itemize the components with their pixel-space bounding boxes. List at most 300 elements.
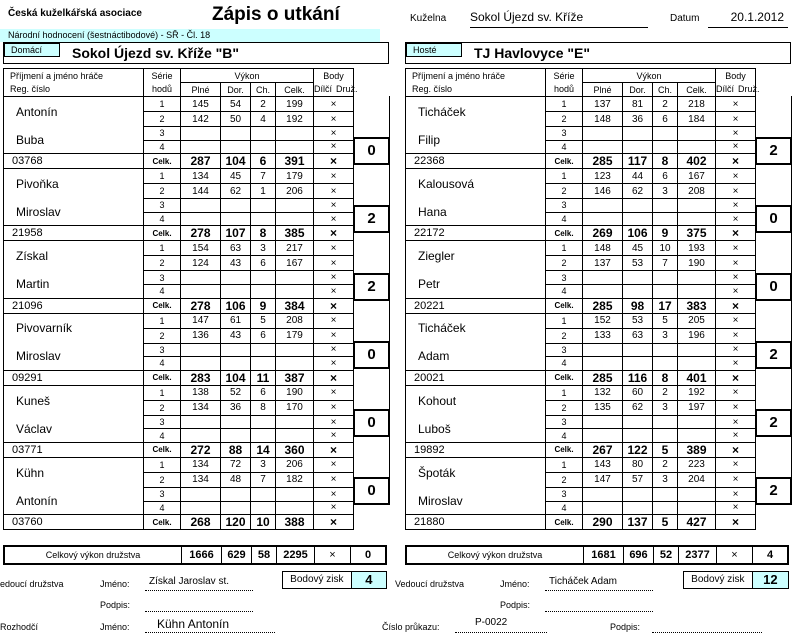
cell-clear[interactable]: 63 bbox=[221, 241, 251, 256]
cell-total[interactable]: 208 bbox=[276, 313, 314, 328]
series-number: 2 bbox=[546, 256, 583, 271]
cell-full[interactable]: 124 bbox=[181, 256, 221, 271]
partial-points-x: × bbox=[314, 112, 354, 127]
cell-misses[interactable]: 1 bbox=[251, 184, 276, 199]
player-last-name: Pivovarník bbox=[4, 313, 144, 343]
cell-total[interactable]: 182 bbox=[276, 472, 314, 487]
cell-total[interactable] bbox=[276, 127, 314, 141]
cell-misses[interactable] bbox=[653, 271, 678, 285]
cell-misses[interactable]: 6 bbox=[251, 256, 276, 271]
away-player-points-box: 2 bbox=[755, 137, 792, 165]
referee-signature-field[interactable] bbox=[652, 617, 762, 633]
cell-clear[interactable] bbox=[623, 415, 653, 429]
home-player-points-box: 2 bbox=[353, 273, 390, 301]
col-header-points: Body bbox=[314, 69, 354, 83]
cell-clear[interactable]: 57 bbox=[623, 472, 653, 487]
series-number: 4 bbox=[144, 212, 181, 226]
cell-full[interactable]: 133 bbox=[583, 328, 623, 343]
cell-full[interactable] bbox=[181, 127, 221, 141]
cell-misses[interactable]: 7 bbox=[251, 169, 276, 184]
cell-misses[interactable]: 6 bbox=[653, 112, 678, 127]
cell-total: 427 bbox=[678, 515, 716, 530]
cell-total[interactable] bbox=[678, 140, 716, 154]
cell-misses[interactable]: 3 bbox=[251, 241, 276, 256]
cell-clear[interactable] bbox=[221, 415, 251, 429]
cell-clear[interactable] bbox=[221, 487, 251, 501]
cell-misses[interactable] bbox=[251, 357, 276, 371]
cell-clear[interactable] bbox=[221, 212, 251, 226]
cell-misses[interactable] bbox=[653, 140, 678, 154]
player-reg-number: 21880 bbox=[406, 515, 546, 530]
col-header-series2: hodů bbox=[546, 83, 583, 97]
partial-points-x: × bbox=[716, 429, 756, 443]
series-number: 1 bbox=[144, 169, 181, 184]
col-header-name: Příjmení a jméno hráče bbox=[4, 69, 144, 83]
partial-points-x: × bbox=[716, 298, 756, 313]
cell-misses[interactable] bbox=[251, 501, 276, 515]
away-score-value: 12 bbox=[753, 572, 788, 588]
cell-misses[interactable] bbox=[653, 415, 678, 429]
partial-points-x: × bbox=[716, 226, 756, 241]
cell-full[interactable] bbox=[181, 140, 221, 154]
cell-total[interactable] bbox=[276, 140, 314, 154]
cell-total[interactable] bbox=[678, 487, 716, 501]
player-last-name: Kühn bbox=[4, 457, 144, 487]
venue-field[interactable]: Sokol Újezd sv. Kříže bbox=[470, 10, 648, 28]
partial-points-x: × bbox=[314, 271, 354, 285]
away-signature-field[interactable] bbox=[545, 597, 653, 612]
cell-clear[interactable]: 60 bbox=[623, 385, 653, 400]
series-number: 2 bbox=[144, 184, 181, 199]
series-number: 2 bbox=[546, 400, 583, 415]
cell-clear: 106 bbox=[623, 226, 653, 241]
cell-full[interactable]: 134 bbox=[181, 472, 221, 487]
cell-full: 283 bbox=[181, 370, 221, 385]
player-first-name: Luboš bbox=[406, 415, 546, 442]
home-player-points-box: 0 bbox=[353, 409, 390, 437]
cell-full[interactable]: 152 bbox=[583, 313, 623, 328]
cell-misses[interactable] bbox=[653, 199, 678, 213]
cell-clear[interactable]: 50 bbox=[221, 112, 251, 127]
series-number: 4 bbox=[144, 284, 181, 298]
cell-total[interactable]: 184 bbox=[678, 112, 716, 127]
referee-name-field[interactable]: Kühn Antonín bbox=[145, 617, 275, 633]
away-player-points-box: 2 bbox=[755, 409, 792, 437]
partial-points-x: × bbox=[716, 472, 756, 487]
cell-total[interactable] bbox=[276, 429, 314, 443]
cell-full: 285 bbox=[583, 154, 623, 169]
cell-total[interactable] bbox=[276, 415, 314, 429]
series-number: 4 bbox=[546, 501, 583, 515]
cell-misses[interactable] bbox=[251, 487, 276, 501]
cell-clear[interactable] bbox=[221, 271, 251, 285]
cell-full[interactable]: 147 bbox=[181, 313, 221, 328]
cell-misses[interactable] bbox=[653, 501, 678, 515]
cell-clear[interactable]: 62 bbox=[623, 184, 653, 199]
series-number: 4 bbox=[546, 284, 583, 298]
cell-total[interactable] bbox=[678, 357, 716, 371]
cell-total[interactable]: 179 bbox=[276, 328, 314, 343]
cell-clear[interactable]: 43 bbox=[221, 256, 251, 271]
cell-total[interactable]: 205 bbox=[678, 313, 716, 328]
cell-total[interactable]: 167 bbox=[276, 256, 314, 271]
cell-full[interactable] bbox=[583, 343, 623, 357]
cell-misses[interactable] bbox=[251, 212, 276, 226]
partial-points-x: × bbox=[314, 385, 354, 400]
cell-misses[interactable] bbox=[653, 429, 678, 443]
cell-total[interactable] bbox=[276, 212, 314, 226]
cell-clear[interactable]: 36 bbox=[623, 112, 653, 127]
cell-misses[interactable]: 2 bbox=[251, 97, 276, 112]
cell-total[interactable]: 192 bbox=[678, 385, 716, 400]
cell-misses[interactable] bbox=[653, 127, 678, 141]
cell-clear[interactable]: 44 bbox=[623, 169, 653, 184]
cell-clear[interactable] bbox=[221, 199, 251, 213]
partial-points-x: × bbox=[716, 457, 756, 472]
cell-total[interactable]: 190 bbox=[276, 385, 314, 400]
cell-clear[interactable]: 53 bbox=[623, 256, 653, 271]
cell-full[interactable]: 142 bbox=[181, 112, 221, 127]
cell-misses[interactable] bbox=[653, 357, 678, 371]
cell-total[interactable] bbox=[276, 487, 314, 501]
cell-total[interactable] bbox=[276, 357, 314, 371]
cell-clear[interactable]: 63 bbox=[623, 328, 653, 343]
cell-clear[interactable]: 61 bbox=[221, 313, 251, 328]
cell-total: 383 bbox=[678, 298, 716, 313]
home-leader-name-field[interactable]: Získal Jaroslav st. bbox=[145, 576, 253, 591]
cell-total[interactable] bbox=[678, 429, 716, 443]
cell-misses[interactable] bbox=[251, 343, 276, 357]
cell-clear[interactable] bbox=[623, 429, 653, 443]
cell-misses[interactable] bbox=[251, 284, 276, 298]
cell-clear[interactable] bbox=[623, 271, 653, 285]
series-number: 1 bbox=[546, 385, 583, 400]
cell-clear[interactable] bbox=[623, 501, 653, 515]
cell-misses[interactable]: 2 bbox=[653, 97, 678, 112]
cell-full[interactable] bbox=[583, 487, 623, 501]
cell-total[interactable] bbox=[276, 501, 314, 515]
cell-total[interactable]: 218 bbox=[678, 97, 716, 112]
series-number: 3 bbox=[546, 199, 583, 213]
col-header-reg: Reg. číslo bbox=[406, 83, 546, 97]
player-reg-number: 20221 bbox=[406, 298, 546, 313]
cell-clear[interactable] bbox=[221, 357, 251, 371]
cell-misses[interactable]: 10 bbox=[653, 241, 678, 256]
cell-misses[interactable] bbox=[251, 140, 276, 154]
player-reg-number: 03771 bbox=[4, 442, 144, 457]
player-reg-number: 03768 bbox=[4, 154, 144, 169]
partial-points-x: × bbox=[314, 184, 354, 199]
cell-clear[interactable]: 81 bbox=[623, 97, 653, 112]
cell-full: 285 bbox=[583, 298, 623, 313]
cell-full[interactable] bbox=[181, 357, 221, 371]
cell-full[interactable]: 144 bbox=[181, 184, 221, 199]
cell-full[interactable] bbox=[181, 501, 221, 515]
partial-points-x: × bbox=[716, 112, 756, 127]
cell-full[interactable]: 136 bbox=[181, 328, 221, 343]
cell-total[interactable]: 199 bbox=[276, 97, 314, 112]
cell-total: 384 bbox=[276, 298, 314, 313]
series-number: 2 bbox=[546, 184, 583, 199]
away-total-label: Celkový výkon družstva bbox=[407, 547, 584, 563]
cell-clear[interactable]: 53 bbox=[623, 313, 653, 328]
cell-misses[interactable]: 8 bbox=[251, 400, 276, 415]
col-header-performance: Výkon bbox=[583, 69, 716, 83]
cell-total[interactable]: 204 bbox=[678, 472, 716, 487]
cell-misses[interactable]: 3 bbox=[251, 457, 276, 472]
cell-full[interactable]: 137 bbox=[583, 256, 623, 271]
cell-full[interactable]: 137 bbox=[583, 97, 623, 112]
partial-points-x: × bbox=[314, 256, 354, 271]
cell-misses[interactable]: 6 bbox=[251, 385, 276, 400]
partial-points-x: × bbox=[716, 256, 756, 271]
cell-clear: 104 bbox=[221, 370, 251, 385]
cell-misses[interactable]: 7 bbox=[653, 256, 678, 271]
partial-points-x: × bbox=[314, 429, 354, 443]
cell-misses[interactable] bbox=[251, 271, 276, 285]
cell-total[interactable]: 179 bbox=[276, 169, 314, 184]
away-score-box bbox=[683, 571, 789, 589]
cell-misses[interactable]: 2 bbox=[653, 457, 678, 472]
cell-misses[interactable]: 3 bbox=[653, 184, 678, 199]
cell-full[interactable] bbox=[583, 140, 623, 154]
cell-total[interactable] bbox=[276, 271, 314, 285]
series-number: 3 bbox=[144, 343, 181, 357]
col-header-reg: Reg. číslo bbox=[4, 83, 144, 97]
cell-full[interactable] bbox=[181, 199, 221, 213]
col-header-full: Plné bbox=[181, 83, 221, 97]
cell-full[interactable]: 134 bbox=[181, 457, 221, 472]
series-number: 4 bbox=[144, 357, 181, 371]
cell-full[interactable] bbox=[583, 199, 623, 213]
away-total-sum: 2377 bbox=[679, 547, 717, 563]
cell-total[interactable]: 170 bbox=[276, 400, 314, 415]
cell-full[interactable]: 123 bbox=[583, 169, 623, 184]
col-header-series: Série bbox=[144, 69, 181, 83]
cell-misses[interactable]: 3 bbox=[653, 400, 678, 415]
cell-full[interactable]: 132 bbox=[583, 385, 623, 400]
cell-clear[interactable] bbox=[221, 140, 251, 154]
cell-full[interactable]: 135 bbox=[583, 400, 623, 415]
cell-clear[interactable] bbox=[623, 284, 653, 298]
series-number: 3 bbox=[546, 415, 583, 429]
cell-misses[interactable]: 2 bbox=[653, 385, 678, 400]
player-last-name: Ticháček bbox=[406, 313, 546, 343]
cell-total[interactable] bbox=[678, 127, 716, 141]
cell-full[interactable] bbox=[181, 271, 221, 285]
home-signature-field[interactable] bbox=[145, 597, 253, 612]
cell-total[interactable] bbox=[678, 212, 716, 226]
cell-misses: 11 bbox=[251, 370, 276, 385]
cell-misses[interactable]: 6 bbox=[251, 328, 276, 343]
cell-total[interactable]: 223 bbox=[678, 457, 716, 472]
cell-clear[interactable]: 62 bbox=[221, 184, 251, 199]
cell-full: 287 bbox=[181, 154, 221, 169]
cell-misses[interactable] bbox=[251, 127, 276, 141]
cell-clear[interactable] bbox=[221, 284, 251, 298]
cell-clear[interactable] bbox=[221, 501, 251, 515]
partial-points-x: × bbox=[716, 487, 756, 501]
cell-full[interactable]: 134 bbox=[181, 400, 221, 415]
cell-misses[interactable] bbox=[251, 429, 276, 443]
cell-total[interactable]: 192 bbox=[276, 112, 314, 127]
col-header-points-split bbox=[716, 83, 760, 97]
cell-clear[interactable]: 45 bbox=[623, 241, 653, 256]
cell-full[interactable]: 143 bbox=[583, 457, 623, 472]
cell-misses[interactable] bbox=[653, 284, 678, 298]
cell-clear[interactable]: 62 bbox=[623, 400, 653, 415]
cell-total[interactable] bbox=[678, 501, 716, 515]
cell-misses[interactable]: 7 bbox=[251, 472, 276, 487]
cell-total[interactable]: 206 bbox=[276, 457, 314, 472]
series-number: 4 bbox=[144, 429, 181, 443]
cell-full[interactable]: 148 bbox=[583, 112, 623, 127]
cell-total[interactable]: 196 bbox=[678, 328, 716, 343]
cell-full[interactable] bbox=[583, 271, 623, 285]
series-number: 1 bbox=[144, 241, 181, 256]
cell-misses[interactable] bbox=[251, 199, 276, 213]
cell-clear[interactable] bbox=[221, 429, 251, 443]
cell-total[interactable] bbox=[678, 415, 716, 429]
series-total-label: Celk. bbox=[144, 370, 181, 385]
cell-full[interactable] bbox=[583, 429, 623, 443]
cell-clear: 137 bbox=[623, 515, 653, 530]
referee-card-field[interactable]: P-0022 bbox=[455, 617, 547, 633]
cell-full[interactable] bbox=[583, 415, 623, 429]
points-column-spacer bbox=[755, 96, 792, 137]
cell-total[interactable]: 217 bbox=[276, 241, 314, 256]
player-first-name: Miroslav bbox=[4, 343, 144, 370]
cell-clear[interactable]: 80 bbox=[623, 457, 653, 472]
cell-clear[interactable] bbox=[623, 357, 653, 371]
cell-full[interactable] bbox=[181, 415, 221, 429]
cell-full[interactable] bbox=[181, 212, 221, 226]
series-number: 3 bbox=[546, 127, 583, 141]
cell-full[interactable] bbox=[181, 284, 221, 298]
series-number: 2 bbox=[144, 400, 181, 415]
cell-clear: 122 bbox=[623, 442, 653, 457]
cell-total[interactable]: 206 bbox=[276, 184, 314, 199]
cell-misses[interactable] bbox=[653, 212, 678, 226]
cell-total[interactable]: 208 bbox=[678, 184, 716, 199]
cell-full[interactable]: 148 bbox=[583, 241, 623, 256]
cell-clear[interactable] bbox=[623, 127, 653, 141]
home-total-clear: 629 bbox=[222, 547, 252, 563]
cell-misses[interactable] bbox=[653, 487, 678, 501]
cell-clear: 120 bbox=[221, 515, 251, 530]
cell-total[interactable] bbox=[276, 284, 314, 298]
cell-clear[interactable]: 45 bbox=[221, 169, 251, 184]
col-header-points: Body bbox=[716, 69, 756, 83]
series-number: 1 bbox=[546, 241, 583, 256]
cell-full[interactable]: 145 bbox=[181, 97, 221, 112]
date-field[interactable]: 20.1.2012 bbox=[708, 10, 788, 28]
series-total-label: Celk. bbox=[546, 154, 583, 169]
cell-misses[interactable]: 3 bbox=[653, 328, 678, 343]
cell-total[interactable] bbox=[276, 343, 314, 357]
away-team-total bbox=[405, 545, 789, 565]
cell-clear[interactable]: 36 bbox=[221, 400, 251, 415]
cell-misses: 14 bbox=[251, 442, 276, 457]
series-number: 3 bbox=[546, 487, 583, 501]
cell-total[interactable] bbox=[678, 271, 716, 285]
cell-misses[interactable]: 6 bbox=[653, 169, 678, 184]
partial-points-x: × bbox=[716, 184, 756, 199]
referee-name-label: Jméno: bbox=[100, 622, 130, 632]
cell-clear[interactable]: 72 bbox=[221, 457, 251, 472]
cell-total[interactable]: 167 bbox=[678, 169, 716, 184]
cell-clear[interactable]: 48 bbox=[221, 472, 251, 487]
cell-misses[interactable]: 3 bbox=[653, 472, 678, 487]
cell-misses[interactable]: 4 bbox=[251, 112, 276, 127]
partial-points-x: × bbox=[314, 169, 354, 184]
cell-total[interactable]: 190 bbox=[678, 256, 716, 271]
cell-full[interactable] bbox=[583, 284, 623, 298]
cell-full[interactable] bbox=[583, 127, 623, 141]
cell-total[interactable] bbox=[678, 343, 716, 357]
cell-total[interactable] bbox=[678, 199, 716, 213]
cell-clear[interactable]: 54 bbox=[221, 97, 251, 112]
partial-points-x: × bbox=[716, 328, 756, 343]
cell-full[interactable] bbox=[583, 357, 623, 371]
cell-full[interactable]: 146 bbox=[583, 184, 623, 199]
cell-total[interactable] bbox=[678, 284, 716, 298]
series-number: 1 bbox=[546, 169, 583, 184]
partial-points-x: × bbox=[716, 400, 756, 415]
cell-clear[interactable] bbox=[623, 199, 653, 213]
cell-full[interactable] bbox=[583, 501, 623, 515]
player-last-name: Kohout bbox=[406, 385, 546, 415]
home-total-sum: 2295 bbox=[277, 547, 315, 563]
cell-full[interactable] bbox=[583, 212, 623, 226]
cell-total[interactable]: 197 bbox=[678, 400, 716, 415]
cell-total: 402 bbox=[678, 154, 716, 169]
cell-full[interactable]: 154 bbox=[181, 241, 221, 256]
cell-clear[interactable]: 52 bbox=[221, 385, 251, 400]
partial-points-x: × bbox=[314, 313, 354, 328]
cell-full[interactable]: 138 bbox=[181, 385, 221, 400]
cell-full[interactable] bbox=[181, 343, 221, 357]
series-number: 4 bbox=[144, 501, 181, 515]
cell-clear: 98 bbox=[623, 298, 653, 313]
cell-full[interactable] bbox=[181, 429, 221, 443]
cell-clear[interactable] bbox=[623, 140, 653, 154]
cell-misses[interactable] bbox=[653, 343, 678, 357]
cell-full[interactable]: 147 bbox=[583, 472, 623, 487]
cell-total: 401 bbox=[678, 370, 716, 385]
cell-full[interactable]: 134 bbox=[181, 169, 221, 184]
player-first-name: Filip bbox=[406, 127, 546, 154]
cell-clear[interactable] bbox=[623, 212, 653, 226]
col-header-team: Druž. bbox=[336, 84, 358, 95]
player-first-name: Buba bbox=[4, 127, 144, 154]
cell-clear[interactable] bbox=[221, 127, 251, 141]
cell-misses[interactable]: 5 bbox=[653, 313, 678, 328]
series-number: 4 bbox=[546, 357, 583, 371]
cell-misses[interactable]: 5 bbox=[251, 313, 276, 328]
home-player-points-box: 0 bbox=[353, 137, 390, 165]
cell-clear[interactable] bbox=[623, 487, 653, 501]
cell-misses[interactable] bbox=[251, 415, 276, 429]
cell-full[interactable] bbox=[181, 487, 221, 501]
cell-total[interactable] bbox=[276, 199, 314, 213]
away-leader-name-field[interactable]: Ticháček Adam bbox=[545, 576, 653, 591]
cell-clear[interactable]: 43 bbox=[221, 328, 251, 343]
cell-clear[interactable] bbox=[623, 343, 653, 357]
cell-clear[interactable] bbox=[221, 343, 251, 357]
cell-total[interactable]: 193 bbox=[678, 241, 716, 256]
series-total-label: Celk. bbox=[546, 515, 583, 530]
